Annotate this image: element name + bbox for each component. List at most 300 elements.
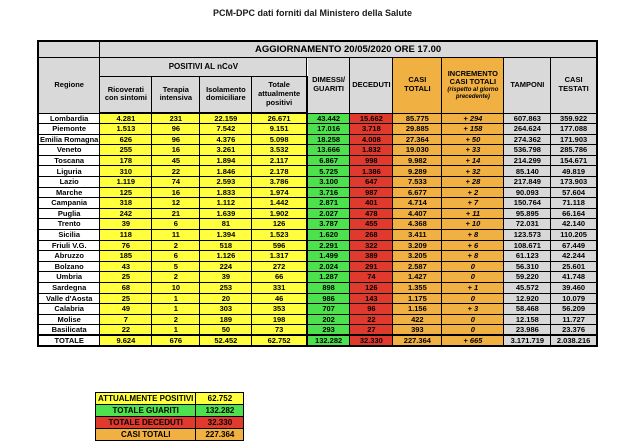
tamponi-cell: 58.468 [504, 304, 551, 315]
casi-totali-cell: 4.714 [393, 198, 442, 209]
table-row [38, 325, 597, 336]
table-row [38, 177, 597, 188]
terapia-intensiva-cell: 12 [152, 198, 200, 209]
total-row [38, 335, 597, 346]
incremento-cell: + 2 [442, 187, 504, 198]
dimessi-guariti-cell: 132.282 [307, 335, 350, 346]
dimessi-guariti-cell: 986 [307, 293, 350, 304]
incremento-cell: + 7 [442, 198, 504, 209]
tamponi-cell: 214.299 [504, 155, 551, 166]
dimessi-guariti-cell: 1.620 [307, 230, 350, 241]
dimessi-guariti-cell: 3.787 [307, 219, 350, 230]
region-name-cell: Calabria [38, 304, 100, 315]
totale-positivi-cell: 26.671 [252, 113, 307, 124]
table-row [38, 166, 597, 177]
summary-row [96, 405, 244, 417]
totale-positivi-cell: 198 [252, 314, 307, 325]
casi-totali-cell: 9.982 [393, 155, 442, 166]
ricoverati-cell: 1.119 [100, 177, 152, 188]
ricoverati-cell: 25 [100, 272, 152, 283]
incremento-cell: 0 [442, 314, 504, 325]
table-row [38, 283, 597, 294]
dimessi-guariti-cell: 3.716 [307, 187, 350, 198]
terapia-intensiva-cell: 16 [152, 145, 200, 156]
incremento-cell: + 6 [442, 240, 504, 251]
casi-testati-cell: 71.118 [551, 198, 597, 209]
terapia-intensiva-cell: 22 [152, 166, 200, 177]
region-name-cell: Basilicata [38, 325, 100, 336]
deceduti-cell: 998 [350, 155, 393, 166]
casi-totali-cell: 393 [393, 325, 442, 336]
casi-totali-cell: 422 [393, 314, 442, 325]
terapia-intensiva-cell: 2 [152, 272, 200, 283]
column-header-deceduti: DECEDUTI [350, 57, 393, 113]
table-row [38, 198, 597, 209]
incremento-cell: 0 [442, 272, 504, 283]
region-name-cell: Sicilia [38, 230, 100, 241]
group-header-row [38, 57, 597, 76]
ricoverati-cell: 125 [100, 187, 152, 198]
incremento-cell: + 14 [442, 155, 504, 166]
corner-cell [38, 41, 100, 57]
totale-positivi-cell: 3.786 [252, 177, 307, 188]
tamponi-cell: 56.310 [504, 261, 551, 272]
ricoverati-cell: 242 [100, 208, 152, 219]
tamponi-cell: 23.986 [504, 325, 551, 336]
ricoverati-cell: 76 [100, 240, 152, 251]
deceduti-cell: 143 [350, 293, 393, 304]
casi-totali-cell: 3.205 [393, 251, 442, 262]
table-row [38, 155, 597, 166]
totale-positivi-cell: 3.532 [252, 145, 307, 156]
totale-positivi-cell: 353 [252, 304, 307, 315]
dimessi-guariti-cell: 898 [307, 283, 350, 294]
dimessi-guariti-cell: 1.287 [307, 272, 350, 283]
casi-testati-cell: 57.604 [551, 187, 597, 198]
ricoverati-cell: 39 [100, 219, 152, 230]
terapia-intensiva-cell: 1 [152, 304, 200, 315]
tamponi-cell: 85.140 [504, 166, 551, 177]
table-row [38, 272, 597, 283]
deceduti-cell: 291 [350, 261, 393, 272]
summary-row [96, 393, 244, 405]
tamponi-cell: 72.031 [504, 219, 551, 230]
terapia-intensiva-cell: 1 [152, 325, 200, 336]
totale-positivi-cell: 73 [252, 325, 307, 336]
table-row [38, 304, 597, 315]
casi-totali-cell: 3.209 [393, 240, 442, 251]
incremento-cell: + 32 [442, 166, 504, 177]
dimessi-guariti-cell: 1.499 [307, 251, 350, 262]
totale-positivi-cell: 1.902 [252, 208, 307, 219]
incremento-cell: + 11 [442, 208, 504, 219]
summary-label: TOTALE DECEDUTI [96, 417, 196, 429]
deceduti-cell: 401 [350, 198, 393, 209]
region-name-cell: Abruzzo [38, 251, 100, 262]
totale-positivi-cell: 1.974 [252, 187, 307, 198]
casi-totali-cell: 1.355 [393, 283, 442, 294]
deceduti-cell: 74 [350, 272, 393, 283]
isolamento-cell: 50 [200, 325, 252, 336]
terapia-intensiva-cell: 6 [152, 219, 200, 230]
incremento-cell: + 665 [442, 335, 504, 346]
deceduti-cell: 96 [350, 304, 393, 315]
deceduti-cell: 322 [350, 240, 393, 251]
tamponi-cell: 123.573 [504, 230, 551, 241]
deceduti-cell: 4.008 [350, 134, 393, 145]
column-group-positivi: POSITIVI AL nCoV [100, 57, 307, 76]
region-name-cell: Piemonte [38, 124, 100, 135]
terapia-intensiva-cell: 74 [152, 177, 200, 188]
dimessi-guariti-cell: 13.666 [307, 145, 350, 156]
dimessi-guariti-cell: 5.725 [307, 166, 350, 177]
dimessi-guariti-cell: 2.024 [307, 261, 350, 272]
region-name-cell: Marche [38, 187, 100, 198]
tamponi-cell: 45.572 [504, 283, 551, 294]
tamponi-cell: 264.624 [504, 124, 551, 135]
casi-totali-cell: 6.677 [393, 187, 442, 198]
casi-totali-cell: 2.587 [393, 261, 442, 272]
table-row [38, 124, 597, 135]
casi-testati-cell: 39.460 [551, 283, 597, 294]
table-row [38, 293, 597, 304]
ricoverati-cell: 25 [100, 293, 152, 304]
isolamento-cell: 1.126 [200, 251, 252, 262]
casi-testati-cell: 2.038.216 [551, 335, 597, 346]
incremento-cell: + 8 [442, 230, 504, 241]
tamponi-cell: 90.093 [504, 187, 551, 198]
summary-box [95, 392, 244, 441]
isolamento-cell: 20 [200, 293, 252, 304]
ricoverati-cell: 7 [100, 314, 152, 325]
deceduti-cell: 27 [350, 325, 393, 336]
terapia-intensiva-cell: 5 [152, 261, 200, 272]
casi-testati-cell: 173.903 [551, 177, 597, 188]
deceduti-cell: 478 [350, 208, 393, 219]
summary-value: 132.282 [196, 405, 244, 417]
incremento-cell: + 3 [442, 304, 504, 315]
table-header [38, 41, 597, 113]
casi-totali-cell: 1.175 [393, 293, 442, 304]
ricoverati-cell: 22 [100, 325, 152, 336]
terapia-intensiva-cell: 231 [152, 113, 200, 124]
totale-positivi-cell: 331 [252, 283, 307, 294]
terapia-intensiva-cell: 676 [152, 335, 200, 346]
terapia-intensiva-cell: 21 [152, 208, 200, 219]
totale-positivi-cell: 596 [252, 240, 307, 251]
isolamento-cell: 1.112 [200, 198, 252, 209]
ricoverati-cell: 68 [100, 283, 152, 294]
region-name-cell: Campania [38, 198, 100, 209]
casi-testati-cell: 41.748 [551, 272, 597, 283]
dimessi-guariti-cell: 18.258 [307, 134, 350, 145]
tamponi-cell: 61.123 [504, 251, 551, 262]
summary-label: ATTUALMENTE POSITIVI [96, 393, 196, 405]
region-rows [38, 113, 597, 346]
column-header-totale-positivi: Totale attualmente positivi [252, 76, 307, 113]
update-banner: AGGIORNAMENTO 20/05/2020 ORE 17.00 [100, 41, 597, 57]
terapia-intensiva-cell: 1 [152, 293, 200, 304]
column-header-casi-totali: CASI TOTALI [393, 57, 442, 113]
region-name-cell: Umbria [38, 272, 100, 283]
terapia-intensiva-cell: 96 [152, 124, 200, 135]
ricoverati-cell: 318 [100, 198, 152, 209]
casi-totali-cell: 29.885 [393, 124, 442, 135]
isolamento-cell: 4.376 [200, 134, 252, 145]
region-name-cell: Valle d'Aosta [38, 293, 100, 304]
incremento-cell: + 158 [442, 124, 504, 135]
totale-positivi-cell: 1.442 [252, 198, 307, 209]
dimessi-guariti-cell: 2.871 [307, 198, 350, 209]
totale-positivi-cell: 126 [252, 219, 307, 230]
totale-positivi-cell: 66 [252, 272, 307, 283]
deceduti-cell: 22 [350, 314, 393, 325]
incremento-cell: + 1 [442, 283, 504, 294]
incremento-note: (rispetto al giorno precedente) [447, 87, 499, 100]
isolamento-cell: 39 [200, 272, 252, 283]
totale-positivi-cell: 46 [252, 293, 307, 304]
tamponi-cell: 536.798 [504, 145, 551, 156]
casi-testati-cell: 177.088 [551, 124, 597, 135]
casi-totali-cell: 85.775 [393, 113, 442, 124]
deceduti-cell: 268 [350, 230, 393, 241]
isolamento-cell: 303 [200, 304, 252, 315]
isolamento-cell: 1.846 [200, 166, 252, 177]
ricoverati-cell: 178 [100, 155, 152, 166]
isolamento-cell: 253 [200, 283, 252, 294]
casi-testati-cell: 42.244 [551, 251, 597, 262]
totale-positivi-cell: 2.178 [252, 166, 307, 177]
ricoverati-cell: 9.624 [100, 335, 152, 346]
incremento-cell: + 8 [442, 251, 504, 262]
casi-totali-cell: 1.427 [393, 272, 442, 283]
dimessi-guariti-cell: 2.291 [307, 240, 350, 251]
region-name-cell: Sardegna [38, 283, 100, 294]
region-name-cell: Friuli V.G. [38, 240, 100, 251]
tamponi-cell: 607.863 [504, 113, 551, 124]
casi-testati-cell: 171.903 [551, 134, 597, 145]
incremento-cell: + 33 [442, 145, 504, 156]
casi-testati-cell: 110.205 [551, 230, 597, 241]
casi-totali-cell: 9.289 [393, 166, 442, 177]
casi-totali-cell: 1.156 [393, 304, 442, 315]
terapia-intensiva-cell: 10 [152, 283, 200, 294]
summary-row [96, 417, 244, 429]
table-row [38, 230, 597, 241]
dimessi-guariti-cell: 707 [307, 304, 350, 315]
incremento-cell: + 28 [442, 177, 504, 188]
deceduti-cell: 126 [350, 283, 393, 294]
totale-positivi-cell: 272 [252, 261, 307, 272]
terapia-intensiva-cell: 16 [152, 187, 200, 198]
table-row [38, 134, 597, 145]
summary-value: 227.364 [196, 429, 244, 441]
region-name-cell: Lombardia [38, 113, 100, 124]
incremento-cell: 0 [442, 293, 504, 304]
dimessi-guariti-cell: 43.442 [307, 113, 350, 124]
casi-testati-cell: 11.727 [551, 314, 597, 325]
isolamento-cell: 3.261 [200, 145, 252, 156]
column-header-tamponi: TAMPONI [504, 57, 551, 113]
column-header-ricoverati: Ricoverati con sintomi [100, 76, 152, 113]
terapia-intensiva-cell: 2 [152, 314, 200, 325]
isolamento-cell: 1.639 [200, 208, 252, 219]
tamponi-cell: 12.158 [504, 314, 551, 325]
column-header-dimessi-guariti: DIMESSI/ GUARITI [307, 57, 350, 113]
ricoverati-cell: 1.513 [100, 124, 152, 135]
ricoverati-cell: 4.281 [100, 113, 152, 124]
tamponi-cell: 274.362 [504, 134, 551, 145]
totale-positivi-cell: 1.317 [252, 251, 307, 262]
table-row [38, 219, 597, 230]
summary-row [96, 429, 244, 441]
summary-value: 32.330 [196, 417, 244, 429]
deceduti-cell: 1.832 [350, 145, 393, 156]
summary-label: CASI TOTALI [96, 429, 196, 441]
dimessi-guariti-cell: 2.027 [307, 208, 350, 219]
ricoverati-cell: 255 [100, 145, 152, 156]
isolamento-cell: 52.452 [200, 335, 252, 346]
casi-testati-cell: 42.140 [551, 219, 597, 230]
column-header-isolamento: Isolamento domiciliare [200, 76, 252, 113]
casi-totali-cell: 7.533 [393, 177, 442, 188]
region-name-cell: TOTALE [38, 335, 100, 346]
summary-rows [96, 393, 244, 441]
region-name-cell: Emilia Romagna [40, 134, 99, 144]
summary-value: 62.752 [196, 393, 244, 405]
region-name-cell: Puglia [38, 208, 100, 219]
table-row [38, 314, 597, 325]
column-header-incremento [442, 57, 504, 113]
deceduti-cell: 32.330 [350, 335, 393, 346]
casi-totali-cell: 19.030 [393, 145, 442, 156]
table-row [38, 208, 597, 219]
isolamento-cell: 22.159 [200, 113, 252, 124]
page-title: PCM-DPC dati forniti dal Ministero della Salute [212, 8, 413, 18]
incremento-cell: 0 [442, 261, 504, 272]
dimessi-guariti-cell: 202 [307, 314, 350, 325]
deceduti-cell: 1.386 [350, 166, 393, 177]
ricoverati-cell: 43 [100, 261, 152, 272]
terapia-intensiva-cell: 11 [152, 230, 200, 241]
region-name-cell: Toscana [38, 155, 100, 166]
tamponi-cell: 150.764 [504, 198, 551, 209]
incremento-title: INCREMENTO CASI TOTALI [447, 68, 498, 87]
deceduti-cell: 455 [350, 219, 393, 230]
incremento-cell: 0 [442, 325, 504, 336]
casi-testati-cell: 359.922 [551, 113, 597, 124]
table-row [38, 240, 597, 251]
table-row [38, 113, 597, 124]
region-name-cell: Molise [38, 314, 100, 325]
ricoverati-cell: 310 [100, 166, 152, 177]
isolamento-cell: 518 [200, 240, 252, 251]
deceduti-cell: 15.662 [350, 113, 393, 124]
casi-testati-cell: 67.449 [551, 240, 597, 251]
deceduti-cell: 987 [350, 187, 393, 198]
casi-totali-cell: 4.368 [393, 219, 442, 230]
column-header-casi-testati: CASI TESTATI [551, 57, 597, 113]
deceduti-cell: 389 [350, 251, 393, 262]
column-header-regione: Regione [38, 57, 100, 113]
incremento-cell: + 50 [442, 134, 504, 145]
isolamento-cell: 81 [200, 219, 252, 230]
terapia-intensiva-cell: 96 [152, 134, 200, 145]
casi-testati-cell: 25.601 [551, 261, 597, 272]
terapia-intensiva-cell: 45 [152, 155, 200, 166]
incremento-cell: + 294 [442, 113, 504, 124]
casi-testati-cell: 23.376 [551, 325, 597, 336]
table-row [38, 145, 597, 156]
table-row [38, 187, 597, 198]
casi-testati-cell: 66.164 [551, 208, 597, 219]
table-row [38, 261, 597, 272]
ricoverati-cell: 626 [100, 134, 152, 145]
dimessi-guariti-cell: 293 [307, 325, 350, 336]
ricoverati-cell: 49 [100, 304, 152, 315]
region-name-cell: Bolzano [38, 261, 100, 272]
tamponi-cell: 108.671 [504, 240, 551, 251]
totale-positivi-cell: 1.523 [252, 230, 307, 241]
totale-positivi-cell: 9.151 [252, 124, 307, 135]
banner-row [38, 41, 597, 57]
dimessi-guariti-cell: 17.016 [307, 124, 350, 135]
isolamento-cell: 189 [200, 314, 252, 325]
casi-totali-cell: 27.364 [393, 134, 442, 145]
isolamento-cell: 1.833 [200, 187, 252, 198]
deceduti-cell: 647 [350, 177, 393, 188]
casi-testati-cell: 56.209 [551, 304, 597, 315]
region-name-cell: Trento [38, 219, 100, 230]
isolamento-cell: 1.394 [200, 230, 252, 241]
tamponi-cell: 12.920 [504, 293, 551, 304]
terapia-intensiva-cell: 2 [152, 240, 200, 251]
region-name-cell: Veneto [38, 145, 100, 156]
isolamento-cell: 7.542 [200, 124, 252, 135]
tamponi-cell: 3.171.719 [504, 335, 551, 346]
casi-testati-cell: 49.819 [551, 166, 597, 177]
totale-positivi-cell: 62.752 [252, 335, 307, 346]
summary-label: TOTALE GUARITI [96, 405, 196, 417]
incremento-cell: + 10 [442, 219, 504, 230]
dimessi-guariti-cell: 6.867 [307, 155, 350, 166]
tamponi-cell: 95.895 [504, 208, 551, 219]
deceduti-cell: 3.718 [350, 124, 393, 135]
isolamento-cell: 1.894 [200, 155, 252, 166]
casi-testati-cell: 154.671 [551, 155, 597, 166]
casi-testati-cell: 285.786 [551, 145, 597, 156]
casi-totali-cell: 4.407 [393, 208, 442, 219]
totale-positivi-cell: 2.117 [252, 155, 307, 166]
isolamento-cell: 224 [200, 261, 252, 272]
totale-positivi-cell: 5.098 [252, 134, 307, 145]
ricoverati-cell: 118 [100, 230, 152, 241]
region-name-cell: Lazio [38, 177, 100, 188]
ricoverati-cell: 185 [100, 251, 152, 262]
casi-totali-cell: 227.364 [393, 335, 442, 346]
casi-totali-cell: 3.411 [393, 230, 442, 241]
column-header-terapia-intensiva: Terapia intensiva [152, 76, 200, 113]
dimessi-guariti-cell: 3.100 [307, 177, 350, 188]
tamponi-cell: 217.849 [504, 177, 551, 188]
tamponi-cell: 59.220 [504, 272, 551, 283]
region-name-cell: Liguria [38, 166, 100, 177]
isolamento-cell: 2.593 [200, 177, 252, 188]
casi-testati-cell: 10.079 [551, 293, 597, 304]
terapia-intensiva-cell: 6 [152, 251, 200, 262]
covid-data-table [37, 40, 598, 347]
table-row [38, 251, 597, 262]
